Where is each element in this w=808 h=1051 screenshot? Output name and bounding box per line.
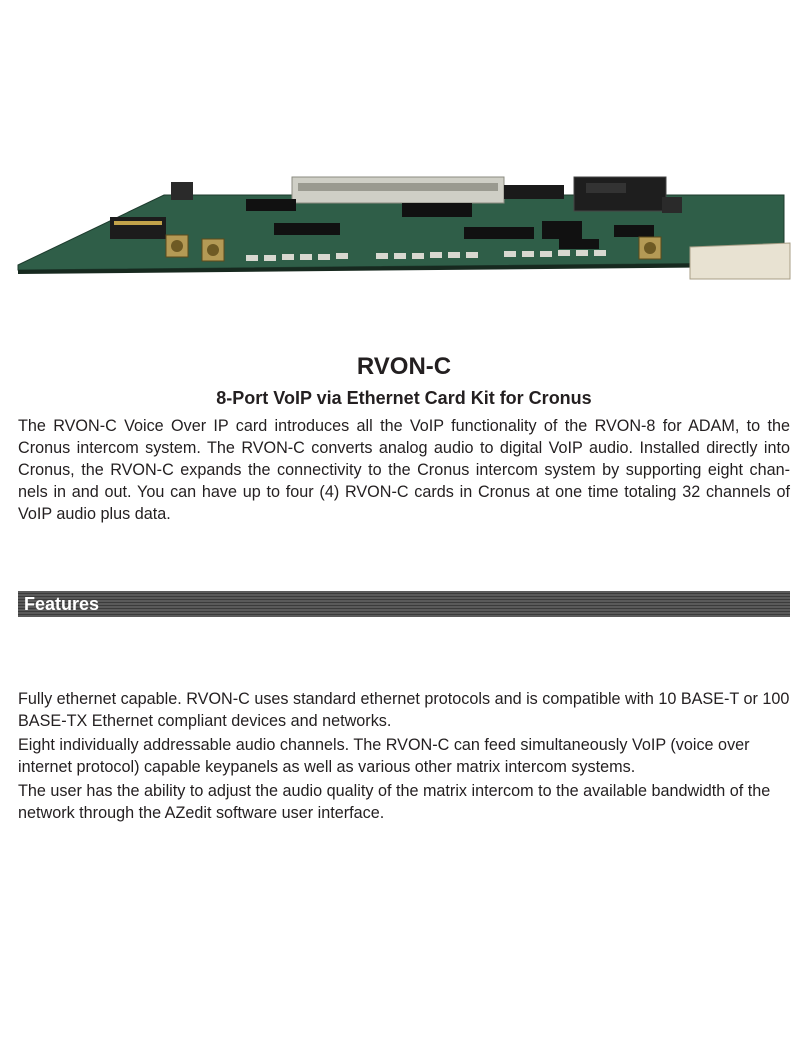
- product-intro: The RVON-C Voice Over IP card introduces all the VoIP functionality of the RVON-8 for ADAM, to the Cronus intercom system. The RVON-C converts analog audio to digital VoIP audio. Installed directly into Cronus, the RVON-C expands the connectivity to the Cronus intercom system by supporting eight chan-nels in and out. You can have up to four (4) RVON-C cards in Cronus at one time totaling 32 channels of VoIP audio plus data.: [18, 417, 790, 523]
- feature-item: Eight individually addressable audio channels. The RVON-C can feed simultaneously VoIP (voice over internet protocol) capable keypanels as well as various other matrix intercom systems.: [18, 736, 750, 776]
- product-subtitle: 8-Port VoIP via Ethernet Card Kit for Cronus: [216, 388, 592, 408]
- features-section-header: [18, 591, 790, 617]
- product-title: RVON-C: [356, 353, 452, 380]
- power-module: [574, 177, 666, 211]
- front-panel: [690, 243, 790, 279]
- features-heading: Features: [24, 594, 100, 614]
- rvon-c-card-photo: [14, 155, 794, 290]
- feature-item: The user has the ability to adjust the audio quality of the matrix intercom to the available bandwidth of the network through the AZedit software user interface.: [18, 782, 771, 822]
- feature-item: Fully ethernet capable. RVON-C uses standard ethernet protocols and is compatible with 10 BASE-T or 100 BASE-TX Ethernet compliant devices and networks.: [18, 690, 790, 730]
